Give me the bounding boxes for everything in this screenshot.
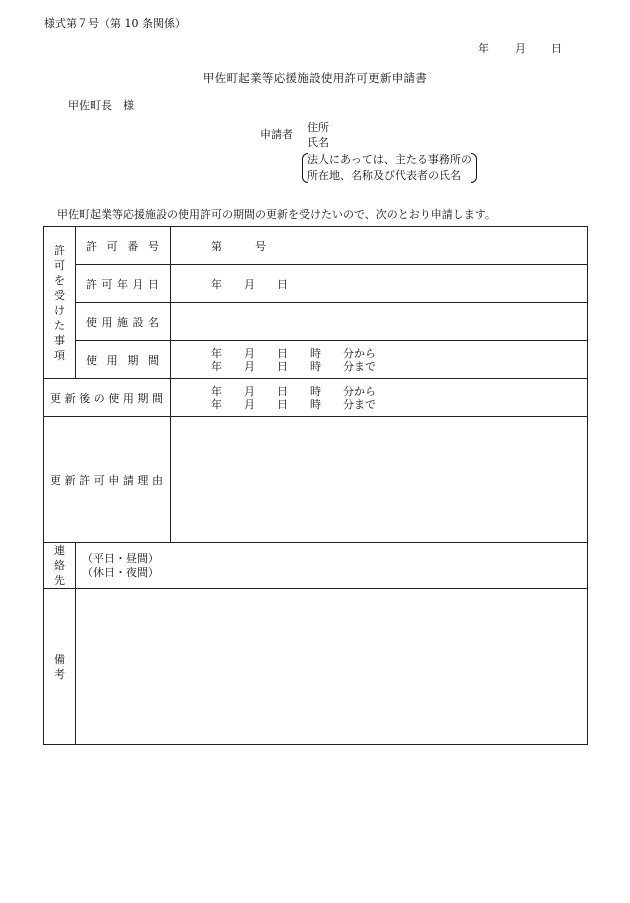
table-row [44,379,588,417]
table-row [44,303,588,341]
new-period-to: 年 月 日 時 分まで [211,397,376,411]
permitted-items-header: 許 可 を 受 け た 事 項 [44,227,76,379]
period-from: 年 月 日 時 分から [211,346,376,360]
reason-field[interactable] [171,417,588,543]
intro-text: 甲佐町起業等応援施設の使用許可の期間の更新を受けたいので、次のとおり申請します。 [57,208,496,221]
applicant-label: 申請者 [260,128,293,141]
table-row [44,543,588,589]
table-row [44,341,588,379]
facility-name-field[interactable] [171,303,588,341]
application-form-table [43,226,588,745]
contact-label: 連 絡 先 [44,543,76,589]
period-to: 年 月 日 時 分まで [211,359,376,373]
new-period-label: 更新後の使用期間 [44,379,171,417]
new-period-field[interactable] [171,379,588,417]
page-title: 甲佐町起業等応援施設使用許可更新申請書 [202,71,428,85]
corporation-note-line: 法人にあっては、主たる事務所の [307,153,472,166]
form-number: 様式第７号（第 10 条関係） [44,17,186,30]
facility-name-label: 使用施設名 [76,303,171,341]
permit-date-label: 許可年月日 [76,265,171,303]
name-label: 氏名 [307,136,329,149]
remarks-field[interactable] [76,589,588,745]
date-month: 月 [515,42,526,55]
permit-date-field[interactable]: 年 月 日 [171,265,588,303]
reason-label: 更新許可申請理由 [44,417,171,543]
address-label: 住所 [307,121,329,134]
addressee: 甲佐町長 様 [68,99,134,112]
period-label: 使用期間 [76,341,171,379]
permit-number-field[interactable]: 第 号 [171,227,588,265]
contact-weekday: （平日・昼間） [82,551,159,565]
table-row [44,589,588,745]
date-line [478,40,562,56]
corporation-note-line: 所在地、名称及び代表者の氏名 [307,169,461,182]
new-period-from: 年 月 日 時 分から [211,384,376,398]
table-row [44,417,588,543]
corporation-note [303,152,476,184]
remarks-label: 備 考 [44,589,76,745]
date-year: 年 [478,42,489,55]
contact-field[interactable] [76,543,588,589]
table-row [44,265,588,303]
date-day: 日 [551,42,562,55]
contact-holiday: （休日・夜間） [82,565,159,579]
period-field[interactable] [171,341,588,379]
table-row [44,227,588,265]
permit-number-label: 許可番号 [76,227,171,265]
